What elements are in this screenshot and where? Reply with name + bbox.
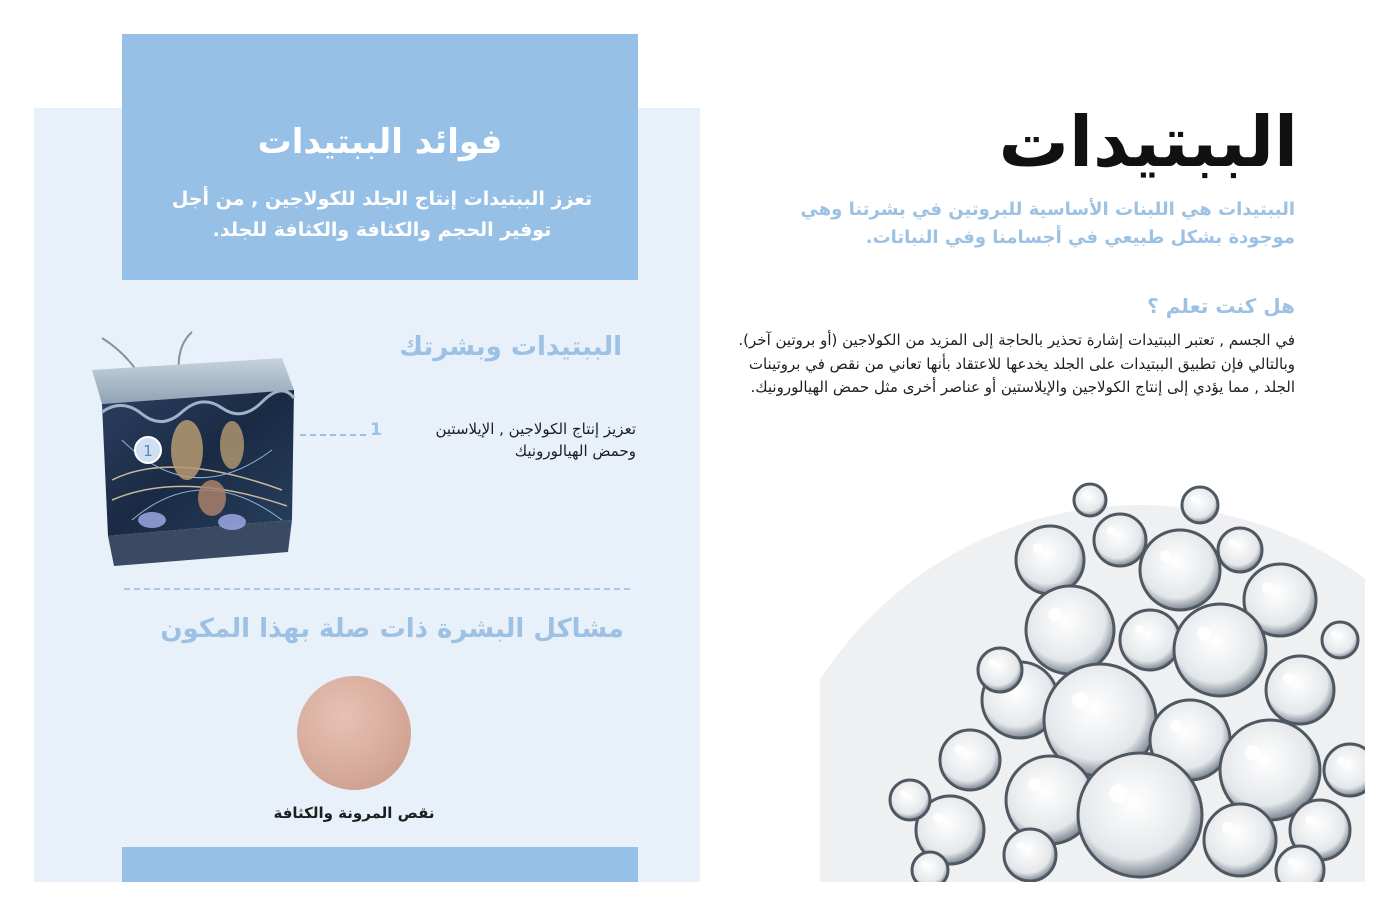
bubble [978,648,1022,692]
skin-layers-diagram [82,330,302,570]
bubble [1004,829,1056,881]
bubble [1016,526,1084,594]
bubble [1266,656,1334,724]
bubble-highlight [1017,842,1025,850]
main-title: الببتيدات [998,101,1298,183]
bubble-highlight [1222,822,1233,833]
diagram-marker-number: 1 [143,442,153,460]
bubble [890,780,930,820]
dashed-separator [124,588,630,590]
callout-number: 1 [370,420,382,440]
did-you-know-text: في الجسم , تعتبر الببتيدات إشارة تحذير بالحاجة إلى المزيد من الكولاجين (أو بروتين آخر). وبالتالي فإن تطبيق الببتيدات على الجلد يخدعها للاعتقاد بأنها تعاني من نقص في بروتينات الجلد , مما يؤدي إلى إنتاج الكولاجين والإيلاستين أو عناصر أخرى مثل حمض الهيالورونيك. [738,331,1295,396]
bubble [1120,610,1180,670]
bubble [1026,586,1114,674]
bubble-highlight [1135,625,1144,634]
bubble-highlight [1331,631,1336,636]
bubble-highlight [1245,745,1260,760]
did-you-know-heading: هل كنت تعلم ؟ [1147,294,1295,318]
skin-section-heading: الببتيدات وبشرتك [399,332,622,362]
bubble-highlight [1028,778,1041,791]
bubble-highlight [1107,527,1115,535]
bubble [1322,622,1358,658]
bubble [1174,604,1266,696]
swatch-label: نقص المرونة والكثافة [273,804,435,822]
bubble-highlight [1109,784,1128,803]
benefits-text: تعزز الببتيدات إنتاج الجلد للكولاجين , من أجل توفير الحجم والكثافة والكثافة للجلد. [171,188,593,241]
bubble [1182,487,1218,523]
bubble-highlight [1072,692,1089,709]
bubble-highlight [1170,720,1182,732]
bubble [940,730,1000,790]
bubble-highlight [1033,543,1043,553]
benefits-box [122,34,638,280]
bubble-highlight [921,861,926,866]
bottom-accent-bar [122,847,638,882]
bubble-highlight [1262,582,1273,593]
bubble-highlight [1283,673,1293,683]
bubble [1078,753,1202,877]
bubble-highlight [900,790,906,796]
bubbles-image [820,470,1365,882]
bubble-highlight [1305,815,1314,824]
bubble-highlight [1048,608,1061,621]
bubble [1324,744,1365,796]
bubble-highlight [1160,550,1172,562]
callout-dashed-line [300,434,366,436]
bubble-highlight [933,813,943,823]
bubble [912,852,948,882]
bubble [1204,804,1276,876]
bubble-highlight [1337,757,1345,765]
bubble [1094,514,1146,566]
bubble-highlight [1229,539,1236,546]
related-problems-heading: مشاكل البشرة ذات صلة بهذا المكون [160,614,624,644]
callout-text: تعزيز إنتاج الكولاجين , الإيلاستين وحمض الهيالورونيك [435,420,636,460]
bubble-highlight [1197,627,1211,641]
bubble-highlight [1288,858,1295,865]
bubble [1218,528,1262,572]
bubble-highlight [1082,492,1087,497]
bubble [1074,484,1106,516]
bubble-highlight [989,659,996,666]
skin-texture-swatch [297,676,411,790]
benefits-title: فوائد الببتيدات [257,122,503,162]
bubble-highlight [1191,496,1196,501]
bubble-highlight [955,745,964,754]
intro-text: الببتيدات هي اللبنات الأساسية للبروتين في بشرتنا وهي موجودة بشكل طبيعي في أجسامنا وفي النباتات. [800,199,1295,248]
bubble [1140,530,1220,610]
bubble [1276,846,1324,882]
